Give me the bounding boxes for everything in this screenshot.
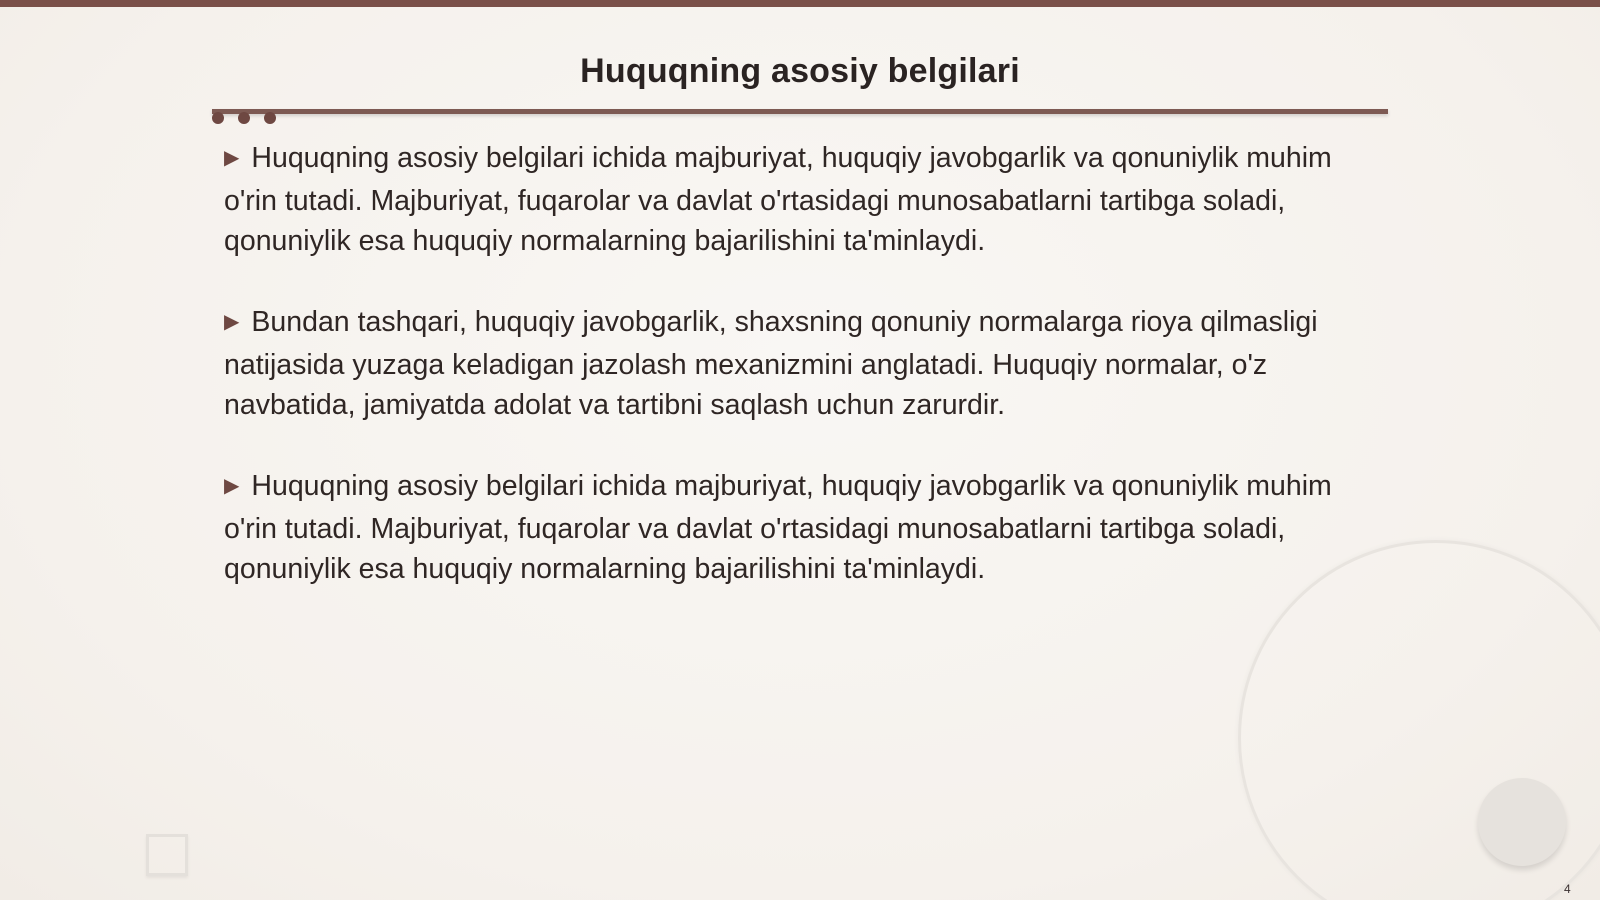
triangle-bullet-icon: ▶ [224,147,240,169]
triangle-bullet-icon: ▶ [224,311,240,333]
triangle-bullet-icon: ▶ [224,475,240,497]
title-underline [212,109,1388,114]
bullet-text: Huquqning asosiy belgilari ichida majburiyat, huquqiy javobgarlik va qonuniylik muhim o'rin tutadi. Majburiyat, fuqarolar va davlat o'rtasidagi munosabatlarni tartibga soladi, qonuniylik esa huquqiy normalarning bajarilishini ta'minlaydi. [224,470,1332,585]
title-underline-dot [238,112,250,124]
page-number: 4 [1564,882,1571,896]
title-underline-dot [212,112,224,124]
bullet-text: Huquqning asosiy belgilari ichida majburiyat, huquqiy javobgarlik va qonuniylik muhim o'rin tutadi. Majburiyat, fuqarolar va davlat o'rtasidagi munosabatlarni tartibga soladi, qonuniylik esa huquqiy normalarning bajarilishini ta'minlaydi. [224,142,1332,257]
top-accent-bar [0,0,1600,7]
decorative-circle-filled [1478,778,1566,866]
bullet-paragraph [224,138,1344,261]
title-underline-dot [264,112,276,124]
bullet-text: Bundan tashqari, huquqiy javobgarlik, shaxsning qonuniy normalarga rioya qilmasligi natijasida yuzaga keladigan jazolash mexanizmini anglatadi. Huquqiy normalar, o'z navbatida, jamiyatda adolat va tartibni saqlash uchun zarurdir. [224,306,1318,421]
bullet-paragraph [224,466,1344,589]
slide-title: Huquqning asosiy belgilari [580,52,1020,90]
slide-content [224,138,1344,630]
decorative-square-outline [146,834,188,876]
bullet-paragraph [224,302,1344,425]
